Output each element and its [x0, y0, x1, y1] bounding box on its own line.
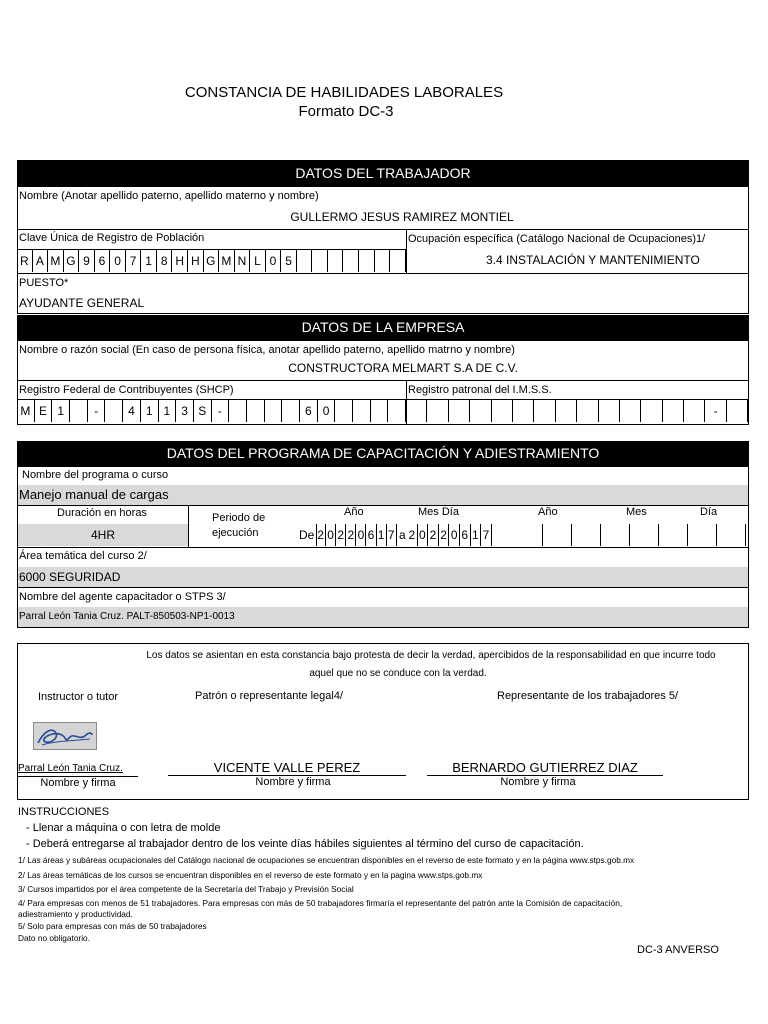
curp-char-cell: G: [204, 250, 220, 272]
curp-char-cell: N: [235, 250, 251, 272]
from-date-cell: 2: [346, 524, 356, 546]
from-label: De: [299, 528, 315, 542]
duration-value: 4HR: [90, 528, 115, 542]
footer-label: DC-3 ANVERSO: [637, 944, 719, 956]
from-date-cell: 2: [316, 524, 326, 546]
workers-label: Representante de los trabajadores 5/: [497, 690, 679, 702]
instructions-title: INSTRUCCIONES: [18, 806, 110, 818]
course-label: Nombre del programa o curso: [22, 469, 169, 481]
imss-char-cell: [470, 400, 491, 422]
rfc-char-cell: [105, 400, 123, 422]
to-date-cell: 0: [449, 524, 460, 546]
imss-char-cell: [492, 400, 513, 422]
curp-char-cell: A: [33, 250, 49, 272]
curp-char-cell: 0: [110, 250, 126, 272]
from-date-cell: 7: [387, 524, 397, 546]
curp-char-cell: [375, 250, 391, 272]
rfc-char-cell: [265, 400, 283, 422]
from-date-cell: 0: [326, 524, 336, 546]
imss-label: Registro patronal del I.M.S.S.: [408, 384, 552, 396]
statement-line-1: Los datos se asientan en esta constancia bajo protesta de decir la verdad, apercibidos de la responsabilidad en que incurre todo: [146, 650, 716, 661]
company-name-value: CONSTRUCTORA MELMART S.A DE C.V.: [288, 361, 518, 375]
empty-date-cell: [514, 524, 543, 546]
note-5: 5/ Solo para empresas con más de 50 trabajadores: [18, 921, 207, 931]
imss-char-cell: [577, 400, 598, 422]
duration-label: Duración en horas: [57, 507, 147, 519]
from-date-cells: [316, 524, 397, 546]
agent-value: Parral León Tania Cruz. PALT-850503-NP1-0013: [19, 611, 235, 622]
position-value: AYUDANTE GENERAL: [19, 296, 145, 310]
rfc-label: Registro Federal de Contribuyentes (SHCP): [19, 384, 234, 396]
rfc-char-cell: 1: [141, 400, 159, 422]
rfc-char-cell: 1: [52, 400, 70, 422]
imss-char-cell: [556, 400, 577, 422]
worker-section-title: DATOS DEL TRABAJADOR: [17, 160, 749, 186]
note-2: 2/ Las áreas temáticas de los cursos se encuentran disponibles en el reverso de este formato y en la pagina www.stps.gob.mx: [18, 870, 483, 880]
from-date-cell: 2: [336, 524, 346, 546]
rfc-char-cell: M: [17, 400, 35, 422]
rfc-cells: [17, 400, 406, 422]
curp-char-cell: R: [17, 250, 33, 272]
position-label: PUESTO*: [19, 277, 69, 289]
empty-date-cell: [543, 524, 572, 546]
rfc-char-cell: [229, 400, 247, 422]
month-label-2: Mes: [626, 506, 647, 518]
course-value: Manejo manual de cargas: [19, 487, 169, 502]
program-section-title: DATOS DEL PROGRAMA DE CAPACITACIÓN Y ADIESTRAMIENTO: [17, 441, 749, 466]
rfc-char-cell: 1: [159, 400, 177, 422]
curp-char-cell: [343, 250, 359, 272]
curp-char-cell: G: [64, 250, 80, 272]
rfc-char-cell: 4: [123, 400, 141, 422]
empty-date-cell: [688, 524, 717, 546]
year-label: Año: [344, 506, 364, 518]
curp-char-cell: [297, 250, 313, 272]
rfc-char-cell: [335, 400, 353, 422]
instruction-item-1: - Llenar a máquina o con letra de molde: [26, 822, 221, 834]
agent-label: Nombre del agente capacitador o STPS 3/: [19, 591, 226, 603]
employer-label: Patrón o representante legal4/: [195, 690, 343, 702]
worker-name-value: GULLERMO JESUS RAMIREZ MONTIEL: [290, 210, 514, 224]
imss-char-cell: [449, 400, 470, 422]
instructor-name-sign-label: Nombre y firma: [40, 777, 116, 789]
curp-char-cell: 7: [126, 250, 142, 272]
curp-char-cell: L: [250, 250, 266, 272]
period-label-1: Periodo de: [212, 512, 266, 524]
curp-char-cell: H: [188, 250, 204, 272]
curp-char-cell: 0: [266, 250, 282, 272]
curp-char-cell: 9: [79, 250, 95, 272]
curp-char-cell: H: [172, 250, 188, 272]
occupation-label: Ocupación específica (Catálogo Nacional de Ocupaciones)1/: [408, 233, 706, 245]
imss-char-cell: [599, 400, 620, 422]
imss-char-cell: [534, 400, 555, 422]
curp-char-cell: 6: [95, 250, 111, 272]
instruction-item-2: - Deberá entregarse al trabajador dentro de los veinte días hábiles siguientes al término del curso de capacitación.: [26, 838, 584, 850]
to-label: a: [399, 528, 406, 542]
rfc-char-cell: [371, 400, 389, 422]
curp-char-cell: M: [48, 250, 64, 272]
curp-char-cell: 5: [281, 250, 297, 272]
to-date-cells: [407, 524, 492, 546]
workers-name-sign-label: Nombre y firma: [500, 776, 576, 788]
signature-image: [33, 722, 97, 750]
period-label-2: ejecución: [212, 527, 259, 539]
to-date-cell: 6: [460, 524, 471, 546]
from-date-cell: 0: [356, 524, 366, 546]
area-value: 6000 SEGURIDAD: [19, 570, 121, 584]
imss-char-cell: -: [705, 400, 726, 422]
to-date-cell: 0: [418, 524, 429, 546]
curp-char-cell: [359, 250, 375, 272]
rfc-char-cell: -: [212, 400, 230, 422]
rfc-char-cell: [353, 400, 371, 422]
note-1: 1/ Las áreas y subáreas ocupacionales del Catálogo nacional de ocupaciones se encuentran disponibles en el reverso de este formato y en la página www.stps.gob.mx: [18, 855, 635, 865]
imss-char-cell: [427, 400, 448, 422]
rfc-char-cell: 0: [318, 400, 336, 422]
note-3: 3/ Cursos impartidos por el área competente de la Secretaría del Trabajo y Previsión Social: [18, 884, 354, 894]
imss-char-cell: [663, 400, 684, 422]
worker-name-label: Nombre (Anotar apellido paterno, apellido materno y nombre): [19, 190, 319, 202]
rfc-char-cell: [282, 400, 300, 422]
document-title: CONSTANCIA DE HABILIDADES LABORALES: [184, 84, 504, 101]
to-date-cell: 2: [428, 524, 439, 546]
year-label-2: Año: [538, 506, 558, 518]
curp-char-cell: [312, 250, 328, 272]
note-4b: adiestramiento y productividad.: [18, 909, 133, 919]
company-name-label: Nombre o razón social (En caso de persona física, anotar apellido paterno, apellido matrno y nombre): [19, 344, 515, 356]
instructor-label: Instructor o tutor: [38, 691, 119, 703]
document-subtitle: Formato DC-3: [298, 103, 394, 120]
imss-char-cell: [620, 400, 641, 422]
employer-name-sign-label: Nombre y firma: [255, 776, 331, 788]
curp-char-cell: [328, 250, 344, 272]
empty-date-cell: [659, 524, 688, 546]
imss-char-cell: [513, 400, 534, 422]
curp-label: Clave Única de Registro de Población: [19, 232, 205, 244]
empty-date-cell: [601, 524, 630, 546]
curp-cells: [17, 250, 406, 272]
to-date-cell: 2: [407, 524, 418, 546]
from-date-cell: 6: [366, 524, 376, 546]
imss-char-cell: [684, 400, 705, 422]
imss-char-cell: [641, 400, 662, 422]
note-4a: 4/ Para empresas con menos de 51 trabajadores. Para empresas con más de 50 trabajadores firmaría el representante del patrón ante la Comisión de capacitación,: [18, 898, 623, 908]
curp-char-cell: [390, 250, 406, 272]
rfc-char-cell: 3: [176, 400, 194, 422]
rfc-char-cell: -: [88, 400, 106, 422]
statement-line-2: aquel que no se conduce con la verdad.: [309, 668, 487, 679]
note-6: Dato no obligatorio.: [18, 933, 90, 943]
signature-scribble: [34, 723, 96, 749]
workers-name: BERNARDO GUTIERREZ DIAZ: [452, 760, 638, 775]
employer-name: VICENTE VALLE PEREZ: [213, 760, 361, 775]
from-date-cell: 1: [377, 524, 387, 546]
rfc-char-cell: S: [194, 400, 212, 422]
rfc-char-cell: [70, 400, 88, 422]
company-section-title: DATOS DE LA EMPRESA: [17, 315, 749, 340]
empty-date-cell: [717, 524, 746, 546]
rfc-char-cell: [247, 400, 265, 422]
day-label-2: Día: [700, 506, 718, 518]
empty-date-cell: [630, 524, 659, 546]
rfc-char-cell: 6: [300, 400, 318, 422]
curp-char-cell: 1: [141, 250, 157, 272]
occupation-value: 3.4 INSTALACIÓN Y MANTENIMIENTO: [486, 253, 700, 267]
rfc-char-cell: E: [35, 400, 53, 422]
empty-date-cell: [572, 524, 601, 546]
to-date-cell: 2: [439, 524, 450, 546]
empty-date-cells: [514, 524, 746, 546]
to-date-cell: 1: [471, 524, 482, 546]
imss-cells: [406, 400, 748, 422]
curp-char-cell: 8: [157, 250, 173, 272]
instructor-name: Parral León Tania Cruz.: [18, 763, 123, 774]
month-day-label: Mes Día: [418, 506, 459, 518]
to-date-cell: 7: [481, 524, 492, 546]
imss-char-cell: [727, 400, 748, 422]
imss-char-cell: [406, 400, 427, 422]
area-label: Área temática del curso 2/: [19, 550, 147, 562]
rfc-char-cell: [388, 400, 406, 422]
curp-char-cell: M: [219, 250, 235, 272]
